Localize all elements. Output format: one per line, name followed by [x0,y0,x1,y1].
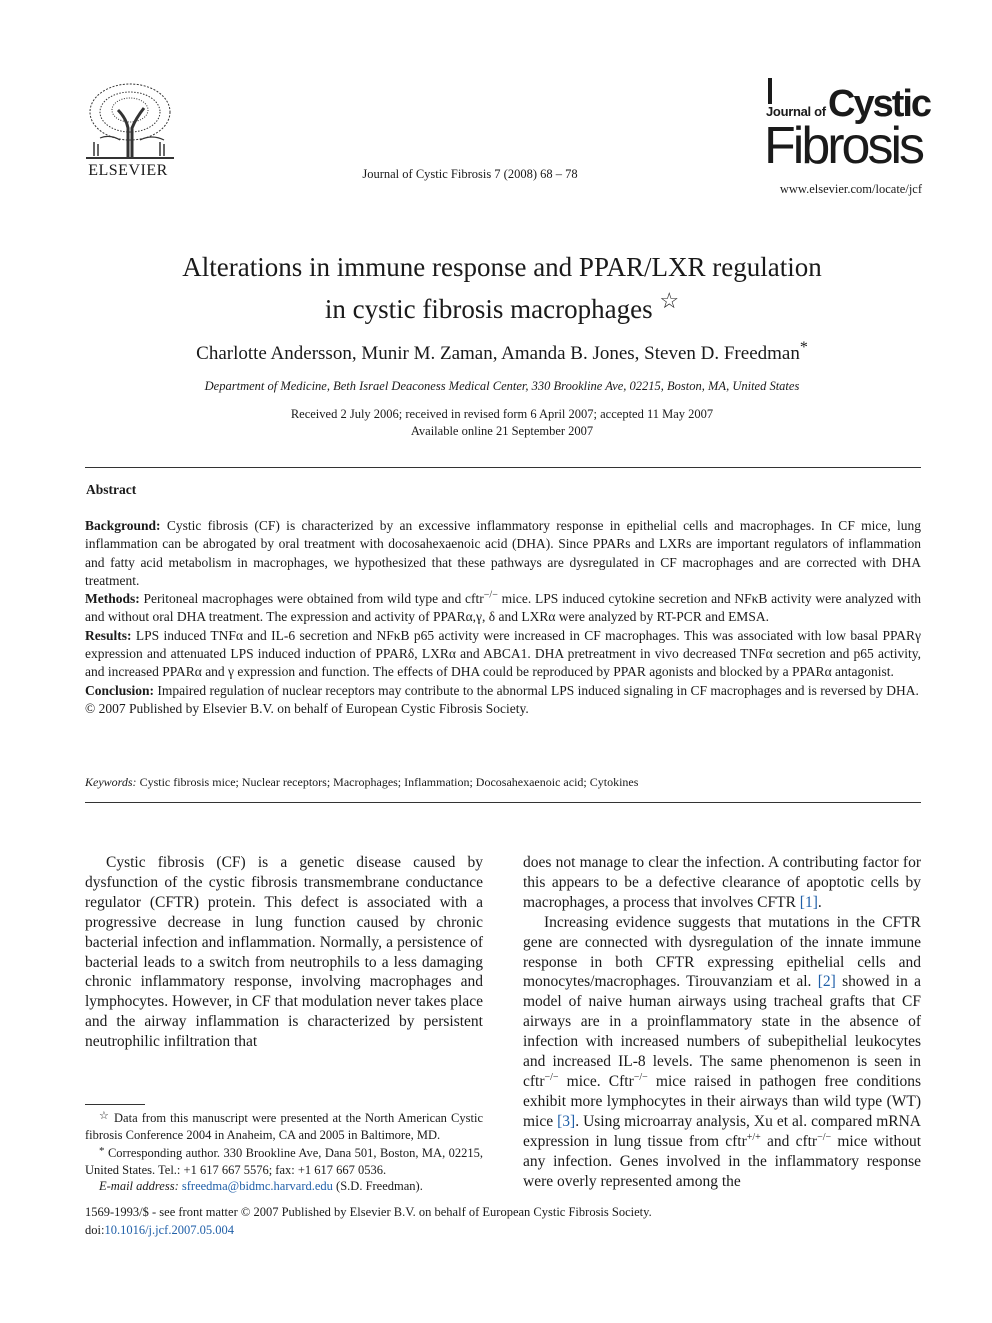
background-label: Background: [85,518,161,533]
footnote-asterisk-mark: * [99,1145,105,1157]
footnote-presentation [85,1108,483,1143]
abstract-conclusion [85,682,921,700]
body-text: does not manage to clear the infection. A contributing factor for this appears to be a defective clearance of apoptotic cells by macrophages, a process that involves CFTR [523,854,921,911]
journal-logo-line3: Fibrosis [764,117,923,175]
publisher-name: ELSEVIER [88,162,168,179]
body-text: mice raised in pathogen free conditions exhibit more lymphocytes in their airways than wild type (WT) mice [523,1072,922,1130]
body-text: showed in a model of naive human airways using tracheal grafts that CF airways are in a proinflammatory state in the absence of infection with increased numbers of subepithelial leukocytes and increased IL-8 levels. The same phenomenon is seen in cftr [523,973,922,1090]
abstract-background [85,517,921,590]
front-matter-info [85,1203,921,1239]
issn-line: 1569-1993/$ - see front matter © 2007 Published by Elsevier B.V. on behalf of European Cystic Fibrosis Society. [85,1205,652,1219]
email-suffix: (S.D. Freedman). [336,1179,423,1193]
title-footnote-mark[interactable]: ☆ [659,288,680,313]
body-text: and cftr [767,1132,818,1150]
email-link[interactable]: sfreedma@bidmc.harvard.edu [181,1179,333,1193]
journal-logo-line2: Cystic [828,83,931,125]
footnote-rule [85,1104,145,1105]
body-paragraph [523,913,921,1192]
doi-line [85,1221,921,1239]
title-line-2: in cystic fibrosis macrophages [324,294,653,324]
journal-citation: Journal of Cystic Fibrosis 7 (2008) 68 – 78 [362,167,578,181]
genotype-superscript: −/− [817,1131,832,1143]
methods-superscript: −/− [483,589,498,601]
reference-link[interactable]: [3] [557,1112,576,1130]
conclusion-text: Impaired regulation of nuclear receptors may contribute to the abnormal LPS induced signaling in CF macrophages and is reversed by DHA. [157,682,919,698]
reference-link[interactable]: [2] [817,973,836,991]
abstract-body [85,517,921,718]
journal-logo-line1: Journal of [766,104,826,119]
journal-url[interactable]: www.elsevier.com/locate/jcf [779,182,922,196]
journal-logo-bar [768,78,772,104]
abstract-copyright: © 2007 Published by Elsevier B.V. on behalf of European Cystic Fibrosis Society. [85,700,529,716]
journal-logo [760,78,931,175]
background-text: Cystic fibrosis (CF) is characterized by an excessive inflammatory response in epithelial cells and macrophages. In CF mice, lung inflammation can be abrogated by oral treatment with docosahexaenoic acid (DHA). Since PPARs and LXRs are important regulators of inflammation and fatty acid metabolism in macrophages, we hypothesized that these pathways are dysregulated in CF macrophages and are corrected with DHA treatment. [85,518,922,588]
authors: Charlotte Andersson, Munir M. Zaman, Amanda B. Jones, Steven D. Freedman [196,343,800,364]
genotype-superscript: +/+ [746,1131,761,1143]
abstract-heading: Abstract [86,482,137,497]
methods-text-a: Peritoneal macrophages were obtained from wild type and cftr [143,591,484,607]
body-paragraph [523,853,921,913]
reference-link[interactable]: [1] [799,893,818,911]
conclusion-label: Conclusion: [85,682,155,698]
doi-link[interactable]: 10.1016/j.jcf.2007.05.004 [104,1223,234,1237]
footnotes [85,1108,483,1195]
body-text: mice without any infection. Genes involved in the inflammatory response were overly represented among the [523,1132,922,1190]
affiliation: Department of Medicine, Beth Israel Deaconess Medical Center, 330 Brookline Ave, 02215, Boston, MA, United States [204,379,800,393]
body-text: Increasing evidence suggests that mutations in the CFTR gene are connected with dysregulation of the innate immune response in both CFTR expressing epithelial cells and monocytes/macrophages. Tirouvanziam et al. [523,913,921,991]
keywords-label: Keywords: [85,775,137,789]
footnote-star-mark: ☆ [99,1110,110,1122]
abstract-top-rule [85,467,921,468]
body-text: . Using microarray analysis, Xu et al. compared mRNA expression in lung tissue from cftr [523,1112,921,1150]
received-dates: Received 2 July 2006; received in revised form 6 April 2007; accepted 11 May 2007 [290,407,714,421]
doi-label: doi: [85,1223,105,1237]
available-online: Available online 21 September 2007 [410,424,594,438]
author-list [100,339,904,365]
title-line-1: Alterations in immune response and PPAR/LXR regulation [182,252,822,282]
body-paragraph: Cystic fibrosis (CF) is a genetic disease caused by dysfunction of the cystic fibrosis transmembrane conductance regulator (CFTR) protein. This defect is associated with a progressive decrease in lung function caused by chronic bacterial infection and inflammation. Normally, a persistence of bacterial leads to a switch from neutrophils to a less damaging chronic inflammatory response, involving macrophages and lymphocytes. However, in CF that modulation never takes place and the airway inflammation is characterized by persistent neutrophilic infiltration that [85,854,483,1051]
footnote-email [85,1178,483,1195]
genotype-superscript: −/− [633,1071,648,1083]
methods-label: Methods: [85,591,140,607]
article-title [100,250,904,326]
email-label: E-mail address: [99,1179,179,1193]
results-label: Results: [85,627,132,643]
article-dates [100,406,904,440]
methods-text-b: mice. LPS induced cytokine secretion and NFκB activity were analyzed with and without oral DHA treatment. The expression and activity of PPARα,γ, δ and LXRα were analyzed by RT-PCR and EMSA. [85,591,922,625]
genotype-superscript: −/− [544,1071,559,1083]
body-text: . [817,893,822,911]
footnote-corresponding [85,1143,483,1178]
body-text: mice. Cftr [566,1072,634,1090]
keywords [85,775,921,790]
keywords-text: Cystic fibrosis mice; Nuclear receptors; Macrophages; Inflammation; Docosahexaenoic acid; Cytokines [139,775,639,789]
results-text: LPS induced TNFα and IL-6 secretion and NFκB p65 activity were increased in CF macrophages. This was associated with low basal PPARγ expression and attenuated LPS induced induction of PPARδ, LXRα and ABCA1. DHA pretreatment in vivo decreased TNFα secretion and p65 activity, and increased PPARα and γ expression and function. The effects of DHA could be reproduced by PPAR agonists and blocked by a PPARα antagonist. [85,627,921,680]
corresponding-author-mark[interactable]: * [799,339,808,356]
abstract-results [85,627,921,682]
footnote-star-text: Data from this manuscript were presented at the North American Cystic fibrosis Conference 2004 in Anaheim, CA and 2005 in Baltimore, MD. [85,1111,483,1142]
body-column-right [523,853,921,1191]
abstract-bottom-rule [85,802,921,803]
body-column-left [85,853,483,1052]
footnote-corresponding-text: Corresponding author. 330 Brookline Ave, Dana 501, Boston, MA, 02215, United States. Tel.: +1 617 667 5576; fax: +1 617 667 0536. [85,1146,484,1177]
abstract-methods [85,590,921,627]
